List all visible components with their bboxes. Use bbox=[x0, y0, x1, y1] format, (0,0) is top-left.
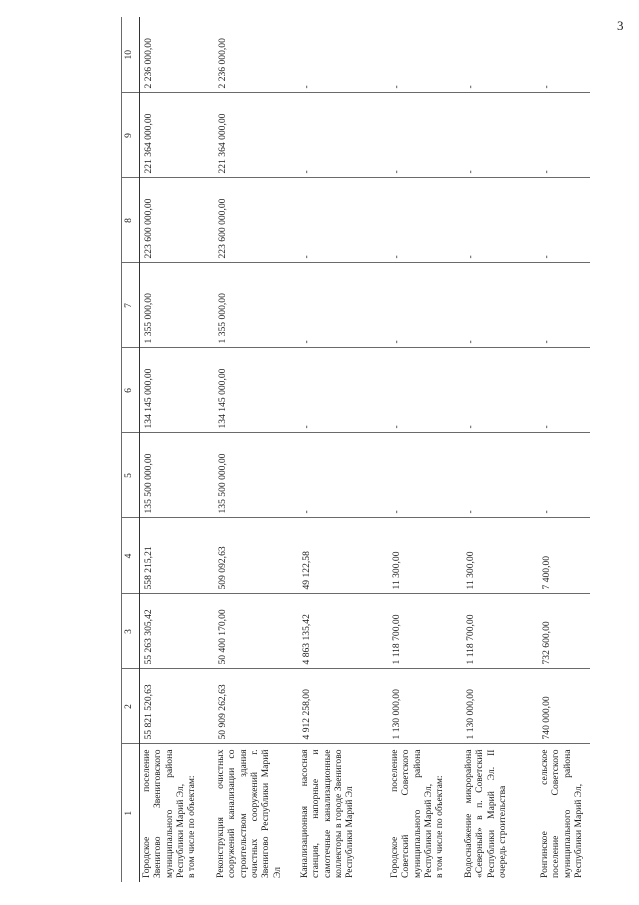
value-cell: - bbox=[462, 178, 538, 263]
col-header: 3 bbox=[122, 594, 140, 669]
funding-table bbox=[121, 17, 590, 882]
value-cell: - bbox=[388, 433, 462, 518]
col-header: 1 bbox=[122, 744, 140, 882]
value-cell: 4 863 135,42 bbox=[298, 594, 388, 669]
value-cell: 134 145 000,00 bbox=[214, 348, 298, 433]
row-name: Городское поселение Звенигово Звениговского муниципального района Республики Марий Эл, bbox=[141, 749, 186, 878]
value-cell: 223 600 000,00 bbox=[140, 178, 215, 263]
value-cell: - bbox=[462, 348, 538, 433]
value-cell: - bbox=[462, 433, 538, 518]
value-cell: - bbox=[462, 93, 538, 178]
row-name-cell bbox=[140, 744, 215, 882]
value-cell: 135 500 000,00 bbox=[214, 433, 298, 518]
value-cell: 1 118 700,00 bbox=[388, 594, 462, 669]
row-name: Городское поселение Советский Советского муниципального района Республики Марий Эл, bbox=[389, 749, 434, 878]
table-row bbox=[538, 17, 590, 882]
value-cell: - bbox=[298, 93, 388, 178]
col-header: 10 bbox=[122, 17, 140, 93]
rotated-table-container bbox=[121, 17, 618, 882]
row-name: Канализационная насосная станция, напорные и самотечные канализационные коллекторы в городе Звенигово Республики Марий Эл bbox=[299, 749, 356, 878]
row-name-cell bbox=[214, 744, 298, 882]
value-cell: 11 300,00 bbox=[462, 518, 538, 594]
value-cell: - bbox=[465, 85, 476, 89]
value-cell: 1 355 000,00 bbox=[214, 263, 298, 348]
value-cell: 1 118 700,00 bbox=[462, 594, 538, 669]
row-name-cell bbox=[298, 744, 388, 882]
value-cell: 50 400 170,00 bbox=[214, 594, 298, 669]
value-cell: 2 236 000,00 bbox=[143, 38, 154, 89]
value-cell: - bbox=[301, 85, 312, 89]
col-header: 8 bbox=[122, 178, 140, 263]
col-header: 5 bbox=[122, 433, 140, 518]
row-subnote: в том числе по объектам: bbox=[434, 775, 446, 878]
value-cell: - bbox=[388, 348, 462, 433]
column-number-row bbox=[122, 17, 140, 882]
value-cell: 558 215,21 bbox=[140, 518, 215, 594]
value-cell: - bbox=[388, 178, 462, 263]
page-number: 3 bbox=[617, 18, 624, 33]
table-row bbox=[462, 17, 538, 882]
value-cell: 4 912 258,00 bbox=[298, 669, 388, 744]
value-cell: 221 364 000,00 bbox=[214, 93, 298, 178]
value-cell: - bbox=[388, 93, 462, 178]
value-cell: 1 130 000,00 bbox=[388, 669, 462, 744]
value-cell: - bbox=[388, 263, 462, 348]
value-cell: - bbox=[538, 348, 590, 433]
value-cell: - bbox=[391, 85, 402, 89]
value-cell: 2 236 000,00 bbox=[217, 38, 228, 89]
row-name-cell bbox=[538, 744, 590, 882]
value-cell: - bbox=[298, 263, 388, 348]
row-name: Реконструкция очистных сооружений канализации со строительством здания очистных сооружений г. Звенигово Республики Марий Эл bbox=[215, 749, 283, 878]
value-cell: - bbox=[462, 263, 538, 348]
value-cell: 135 500 000,00 bbox=[140, 433, 215, 518]
value-cell: 509 092,63 bbox=[214, 518, 298, 594]
table-header bbox=[122, 17, 140, 882]
table-row bbox=[214, 17, 298, 882]
col-header: 2 bbox=[122, 669, 140, 744]
value-cell: 134 145 000,00 bbox=[140, 348, 215, 433]
value-cell: - bbox=[538, 433, 590, 518]
value-cell: - bbox=[538, 93, 590, 178]
value-cell: - bbox=[298, 433, 388, 518]
value-cell: 1 355 000,00 bbox=[140, 263, 215, 348]
table-row bbox=[388, 17, 462, 882]
value-cell: 55 821 520,63 bbox=[140, 669, 215, 744]
table-row bbox=[140, 17, 215, 882]
value-cell: 11 300,00 bbox=[388, 518, 462, 594]
value-cell: 223 600 000,00 bbox=[214, 178, 298, 263]
value-cell: 7 400,00 bbox=[538, 518, 590, 594]
value-cell: 221 364 000,00 bbox=[140, 93, 215, 178]
row-name-cell bbox=[388, 744, 462, 882]
row-name: Ронгинское сельское поселение Советского муниципального района Республики Марий Эл, bbox=[539, 749, 584, 878]
value-cell: 740 000,00 bbox=[538, 669, 590, 744]
value-cell: 1 130 000,00 bbox=[462, 669, 538, 744]
row-subnote: в том числе по объектам: bbox=[186, 775, 198, 878]
value-cell: 732 600,00 bbox=[538, 594, 590, 669]
col-header: 6 bbox=[122, 348, 140, 433]
value-cell: 49 122,58 bbox=[298, 518, 388, 594]
col-header: 4 bbox=[122, 518, 140, 594]
value-cell: - bbox=[298, 178, 388, 263]
row-name: Водоснабжение микрорайона «Северный» в п. Советский Республики Марий Эл. II очередь строительства bbox=[463, 749, 508, 878]
value-cell: 55 263 305,42 bbox=[140, 594, 215, 669]
value-cell: 50 909 262,63 bbox=[214, 669, 298, 744]
value-cell: - bbox=[538, 178, 590, 263]
row-name-cell bbox=[462, 744, 538, 882]
value-cell: - bbox=[298, 348, 388, 433]
value-cell: - bbox=[541, 85, 552, 89]
col-header: 7 bbox=[122, 263, 140, 348]
table-body bbox=[140, 17, 591, 882]
table-row bbox=[298, 17, 388, 882]
value-cell: - bbox=[538, 263, 590, 348]
col-header: 9 bbox=[122, 93, 140, 178]
